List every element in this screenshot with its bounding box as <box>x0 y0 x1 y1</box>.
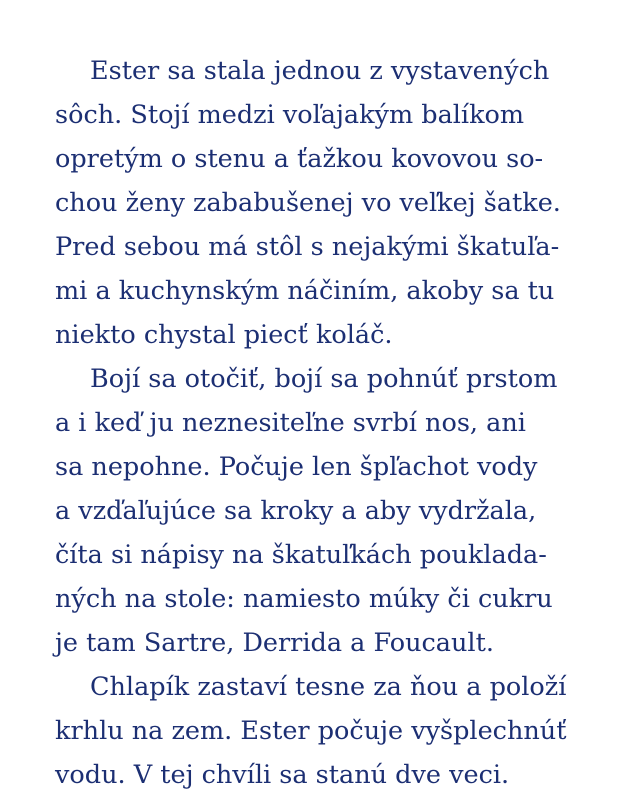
text-line: Pred sebou má stôl s nejakými škatuľa- <box>55 232 560 262</box>
text-line: vodu. V tej chvíli sa stanú dve veci. <box>55 760 510 790</box>
text-line: a vzďaľujúce sa kroky a aby vydržala, <box>55 496 537 526</box>
text-line: mi a kuchynským náčiním, akoby sa tu <box>55 276 555 306</box>
text-line: sa nepohne. Počuje len špľachot vody <box>55 452 538 482</box>
text-line: je tam Sartre, Derrida a Foucault. <box>55 628 494 658</box>
text-line: sôch. Stojí medzi voľajakým balíkom <box>55 100 525 130</box>
text-line: Chlapík zastaví tesne za ňou a položí <box>90 672 567 702</box>
text-line: Bojí sa otočiť, bojí sa pohnúť prstom <box>90 364 558 394</box>
text-line: opretým o stenu a ťažkou kovovou so- <box>55 144 544 174</box>
text-line: Ester sa stala jednou z vystavených <box>90 56 550 86</box>
text-line: a i keď ju neznesiteľne svrbí nos, ani <box>55 408 526 438</box>
text-line: niekto chystal piecť koláč. <box>55 320 393 350</box>
text-line: ných na stole: namiesto múky či cukru <box>55 584 553 614</box>
text-line: chou ženy zababušenej vo veľkej šatke. <box>55 188 561 218</box>
text-line: krhlu na zem. Ester počuje vyšplechnúť <box>55 716 567 746</box>
text-line: číta si nápisy na škatuľkách poukladа- <box>55 540 547 570</box>
